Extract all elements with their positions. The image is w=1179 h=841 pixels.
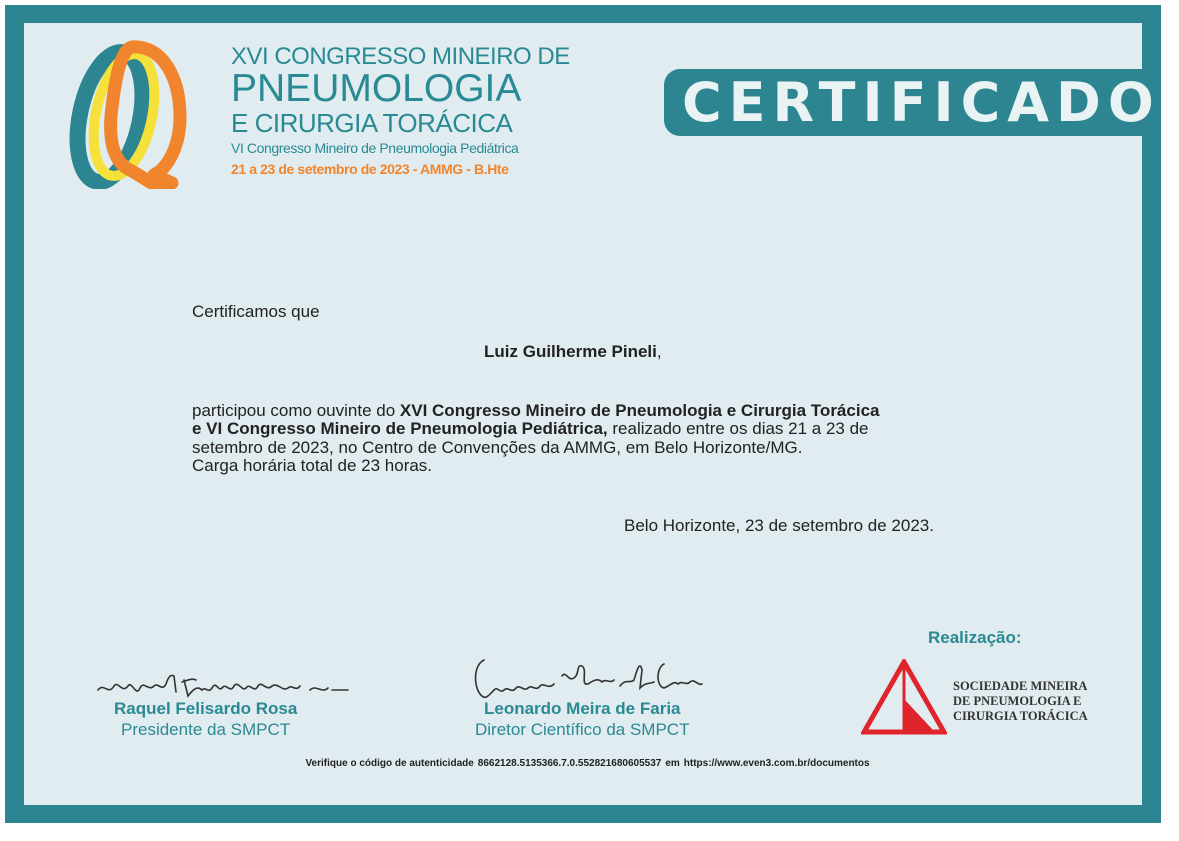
verification-code: 8662128.5135366.7.0.552821680605537 [477,758,662,769]
participant-name: Luiz Guilherme Pineli [484,342,657,361]
organizer-label: Realização: [928,628,1022,647]
signatory-1-name: Raquel Felisardo Rosa [114,699,298,718]
certificate-title: CERTIFICADO [682,71,1161,134]
organizer-line-2: DE PNEUMOLOGIA E [953,694,1082,708]
paragraph-line-3: setembro de 2023, no Centro de Convenções da AMMG, em Belo Horizonte/MG. [192,438,803,457]
p1-bold: XVI Congresso Mineiro de Pneumologia e Cirurgia Torácica [399,401,880,420]
place-date: Belo Horizonte, 23 de setembro de 2023. [624,516,934,535]
event-dates: 21 a 23 de setembro de 2023 - AMMG - B.Hte [231,161,509,177]
event-brand [231,44,570,180]
signatory-2-role: Diretor Científico da SMPCT [475,720,690,739]
verification-url[interactable]: https://www.even3.com.br/documentos [683,758,870,769]
name-suffix: , [656,342,662,361]
certificate-banner [664,69,1161,136]
event-line-3: E CIRURGIA TORÁCICA [231,108,513,138]
verification-text: Verifique o código de autenticidade [305,758,474,769]
congress-logo-icon [62,37,198,189]
event-line-2: PNEUMOLOGIA [231,67,522,110]
event-line-1: XVI CONGRESSO MINEIRO DE [231,43,570,70]
event-line-4: VI Congresso Mineiro de Pneumologia Pediátrica [231,140,519,156]
intro-text: Certificamos que [192,302,320,321]
p2-bold: e VI Congresso Mineiro de Pneumologia Pediátrica, [192,419,608,438]
paragraph-line-4: Carga horária total de 23 horas. [192,456,433,475]
p2-text: realizado entre os dias 21 a 23 de [607,419,869,438]
organizer-line-1: SOCIEDADE MINEIRA [953,679,1088,693]
verification-url-prefix: em [665,758,680,769]
organizer-name [953,679,1088,724]
paragraph-line-1 [192,402,879,420]
signatory-1-role: Presidente da SMPCT [121,720,291,739]
verification-line [0,758,1179,769]
p1-text: participou como ouvinte do [192,401,400,420]
organizer-line-3: CIRURGIA TORÁCICA [953,709,1088,723]
signatory-2-name: Leonardo Meira de Faria [484,699,681,718]
smpct-triangle-logo-icon [861,659,947,735]
paragraph-line-2 [192,420,869,438]
participant-line [484,343,662,361]
